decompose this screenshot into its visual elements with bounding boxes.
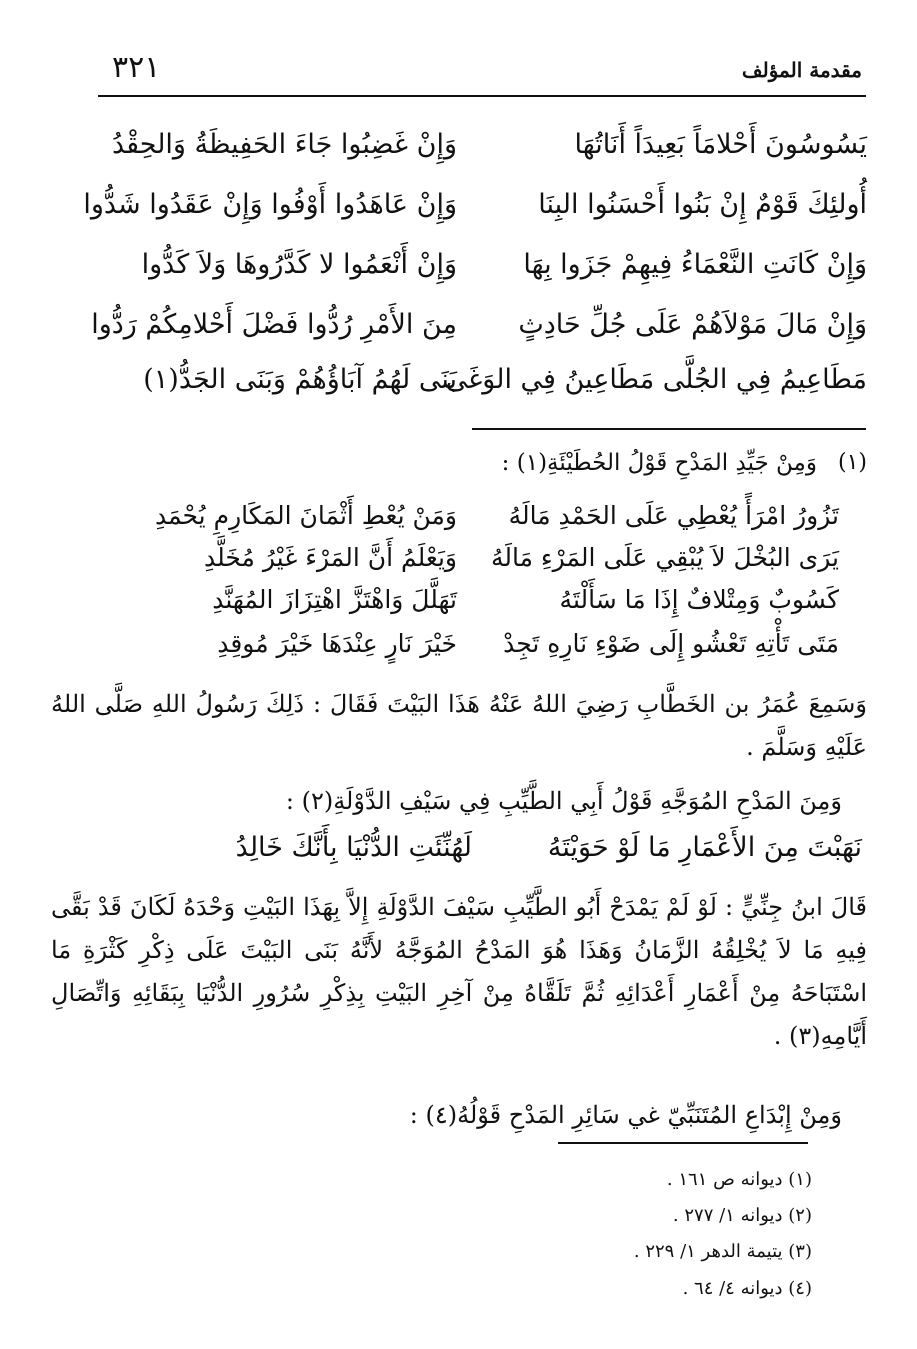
- poem-hemistich-left: وَإِنْ أَنْعَمُوا لا كَدَّرُوهَا وَلاَ كَدُّوا: [141, 249, 457, 280]
- page-number: ٣٢١: [112, 50, 161, 85]
- verse-hemistich-left: لَهُنِّئَتِ الدُّنْيَا بِأَنَّكَ خَالِدُ: [235, 832, 472, 863]
- note-verse-right: مَتَى تَأْتِهِ تَعْشُو إِلَى ضَوْءِ نَارِهِ تَجِدْ: [503, 629, 839, 658]
- poem-hemistich-right: مَطَاعِيمُ فِي الجُلَّى مَطَاعِينُ فِي الوَغَى: [445, 364, 867, 395]
- footnote: (٣) يتيمة الدهر ١/ ٢٢٩ .: [633, 1241, 812, 1262]
- poem-hemistich-left: وَإِنْ غَضِبُوا جَاءَ الحَفِيظَةُ وَالحِقْدُ: [111, 129, 457, 160]
- verse-hemistich-right: نَهَبْتَ مِنَ الأَعْمَارِ مَا لَوْ حَوَيْتَهُ: [547, 832, 862, 863]
- header-rule: [98, 95, 866, 97]
- note-intro: وَمِنْ جَيِّدِ المَدْحِ قَوْلُ الحُطَيْئَةِ(١) :: [501, 450, 817, 476]
- poem-hemistich-right: أُولئِكَ قَوْمٌ إِنْ بَنُوا أَحْسَنُوا البِنَا: [538, 189, 867, 220]
- poem-hemistich-left: وَإِنْ عَاهَدُوا أَوْفُوا وَإِنْ عَقَدُوا شَدُّوا: [83, 189, 457, 220]
- poem-hemistich-right: وَإِنْ مَالَ مَوْلاَهُمْ عَلَى جُلِّ حَادِثٍ: [518, 309, 867, 340]
- paragraph: وَمِنَ المَدْحِ المُوَجَّهِ قَوْلُ أَبِي الطَّيِّبِ فِي سَيْفِ الدَّوْلَةِ(٢) :: [285, 787, 842, 815]
- note-verse-left: خَيْرَ نَارٍ عِنْدَهَا خَيْرَ مُوقِدِ: [217, 629, 457, 658]
- note-marker: (١): [837, 450, 867, 475]
- footnote: (٤) ديوانه ٤/ ٦٤ .: [682, 1278, 812, 1299]
- paragraph: قَالَ ابنُ جِنِّيٍّ : لَوْ لَمْ يَمْدَحْ أَبُو الطَّيِّبِ سَيْفَ الدَّوْلَةِ إِلاَّ بِهَذَا البَيْتِ وَحْدَهُ لَكَانَ قَدْ بَقَّى فِيهِ مَا لاَ يُخْلِقُهُ الزَّمَانُ وَهَذَا هُوَ المَدْحُ المُوَجَّهُ لأَنَّهُ بَنَى البَيْتَ عَلَى ذِكْرِ كَثْرَةِ مَا اسْتَبَاحَهُ مِنْ أَعْمَارِ أَعْدَائِهِ ثُمَّ تَلَقَّاهُ مِنْ آخِرِ البَيْتِ بِذِكْرِ سُرُورِ الدُّنْيَا بِبَقَائِهِ وَاتِّصَالِ أَيَّامِهِ(٣) .: [51, 893, 867, 1050]
- paragraph: وَمِنْ إِبْدَاعِ المُتَنَبِّيّ غي سَائِرِ المَدْحِ قَوْلُهُ(٤) :: [409, 1101, 842, 1129]
- note-verse-left: وَمَنْ يُعْطِ أَثْمَانَ المَكَارِمِ يُحْمَدِ: [154, 501, 457, 530]
- note-verse-left: تَهَلَّلَ وَاهْتَزَّ اهْتِزَازَ المُهَنَّدِ: [212, 585, 457, 614]
- running-header-title: مقدمة المؤلف: [741, 58, 862, 82]
- footnote-rule: [558, 1142, 808, 1144]
- section-rule: [472, 428, 866, 430]
- note-verse-right: كَسُوبٌ وَمِتْلافٌ إِذَا مَا سَأَلْتَهُ: [559, 585, 839, 614]
- note-verse-right: يَرَى البُخْلَ لاَ يُبْقِي عَلَى المَرْءِ مَالَهُ: [490, 543, 839, 572]
- note-verse-left: وَيَعْلَمُ أَنَّ المَرْءَ غَيْرُ مُخَلَّدِ: [203, 543, 457, 572]
- poem-hemistich-right: يَسُوسُونَ أَحْلامَاً بَعِيدَاً أَنَاتُهَا: [574, 129, 867, 160]
- paragraph: وَسَمِعَ عُمَرُ بن الخَطَّابِ رَضِيَ اللهُ عَنْهُ هَذَا البَيْتَ فَقَالَ : ذَلِكَ رَسُولُ اللهِ صَلَّى اللهُ عَلَيْهِ وَسَلَّمَ .: [51, 690, 867, 761]
- footnote: (١) ديوانه ص ١٦١ .: [666, 1169, 812, 1190]
- footnote: (٢) ديوانه ١/ ٢٧٧ .: [672, 1205, 812, 1226]
- poem-hemistich-right: وَإِنْ كَانَتِ النَّعْمَاءُ فِيهِمْ جَزَوا بِهَا: [523, 249, 867, 280]
- poem-hemistich-left: مِنَ الأَمْرِ رُدُّوا فَضْلَ أَحْلامِكُمْ رَدُّوا: [91, 309, 457, 340]
- poem-hemistich-left: بَنَى لَهُمُ آبَاؤُهُمْ وَبَنَى الجَدُّ(١): [143, 364, 457, 395]
- note-verse-right: تَزُورُ امْرَأً يُعْطِي عَلَى الحَمْدِ مَالَهُ: [508, 501, 839, 530]
